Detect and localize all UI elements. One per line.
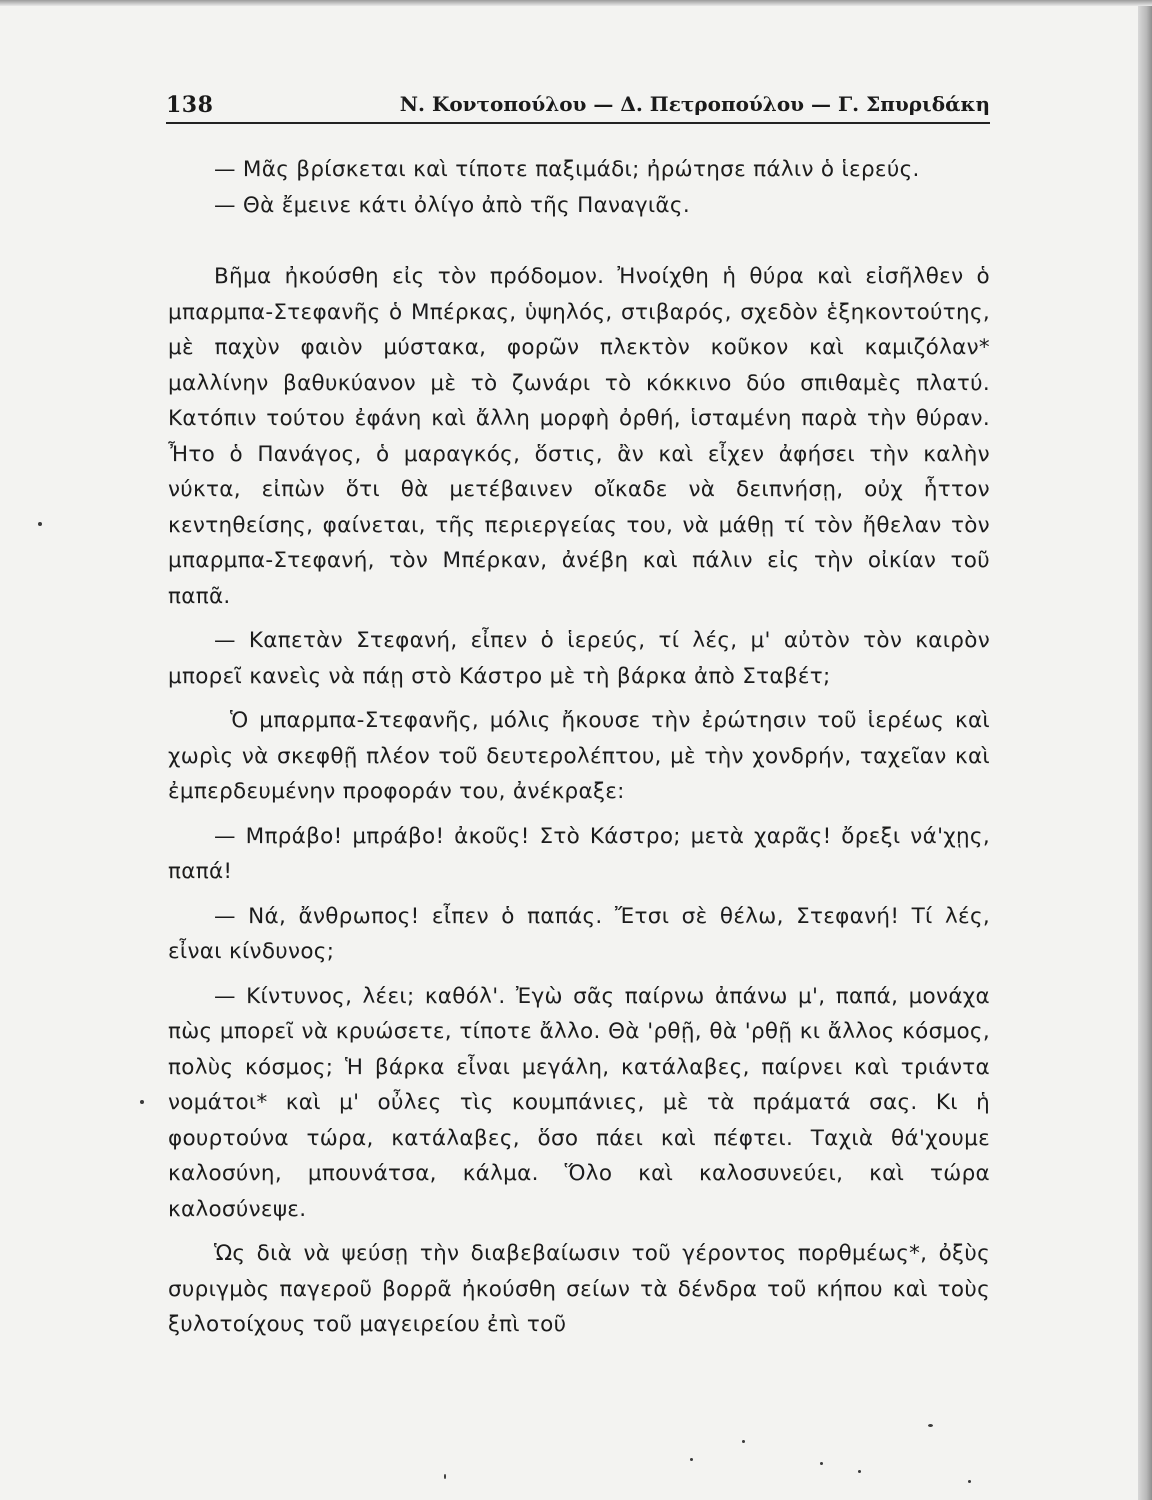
ink-speck [858, 1470, 861, 1473]
paragraph: Ὡς διὰ νὰ ψεύσῃ τὴν διαβεβαίωσιν τοῦ γέροντος πορθμέως*, ὀξὺς συριγμὸς παγεροῦ βορρᾶ ἠκούσθη σείων τὰ δένδρα τοῦ κήπου καὶ τοὺς ξυλοτοίχους τοῦ μαγειρείου ἐπὶ τοῦ [168, 1241, 990, 1337]
page-number: 138 [166, 92, 214, 118]
paragraph: — Μᾶς βρίσκεται καὶ τίποτε παξιμάδι; ἠρώτησε πάλιν ὁ ἱερεύς. [214, 157, 920, 182]
paragraph: — Θὰ ἔμεινε κάτι ὀλίγο ἀπὸ τῆς Παναγιᾶς. [214, 192, 690, 218]
ink-speck [690, 1458, 693, 1461]
paragraph: — Μπράβο! μπράβο! ἀκοῦς! Στὸ Κάστρο; μετὰ χαρᾶς! ὄρεξι νά'χῃς, παπά! [168, 823, 990, 884]
ink-speck [444, 1474, 446, 1479]
ink-speck [820, 1462, 823, 1465]
running-head: Ν. Κοντοπούλου — Δ. Πετροπούλου — Γ. Σπυριδάκη [399, 92, 990, 116]
page-edge-shadow [1138, 0, 1152, 1500]
paragraph: Ὁ μπαρμπα-Στεφανῆς, μόλις ἤκουσε τὴν ἐρώτησιν τοῦ ἱερέως καὶ χωρὶς νὰ σκεφθῇ πλέον τοῦ δευτερολέπτου, μὲ τὴν χονδρήν, ταχεῖαν καὶ ἐμπερδευμένην προφοράν του, ἀνέκραξε: [168, 708, 990, 804]
ink-speck [742, 1440, 745, 1443]
paragraph: — Κίντυνος, λέει; καθόλ'. Ἐγὼ σᾶς παίρνω ἀπάνω μ', παπά, μονάχα πὼς μπορεῖ νὰ κρυώσετε, τίποτε ἄλλο. Θὰ 'ρθῇ, θὰ 'ρθῇ κι ἄλλος κόσμος, πολὺς κόσμος; Ἡ βάρκα εἶναι μεγάλη, κατάλαβες, παίρνει καὶ τριάντα νομάτοι* καὶ μ' οὖλες τὶς κουμπάνιες, μὲ τὰ πράματά σας. Κι ἡ φουρτούνα τώρα, κατάλαβες, ὅσο πάει καὶ πέφτει. Ταχιὰ θά'χουμε καλοσύνη, μπουνάτσα, κάλμα. Ὅλο καὶ καλοσυνεύει, καὶ τώρα καλοσύνεψε. [168, 983, 990, 1222]
body-text [168, 152, 990, 1343]
paragraph: Βῆμα ἠκούσθη εἰς τὸν πρόδομον. Ἠνοίχθη ἡ θύρα καὶ εἰσῆλθεν ὁ μπαρμπα-Στεφανῆς ὁ Μπέρκας, ὑψηλός, στιβαρός, σχεδὸν ἑξηκοντούτης, μὲ παχὺν φαιὸν μύστακα, φορῶν πλεκτὸν κοῦκον καὶ καμιζόλαν* μαλλίνην βαθυκύανον μὲ τὸ ζωνάρι τὸ κόκκινο δύο σπιθαμὲς πλατύ. Κατόπιν τούτου ἐφάνη καὶ ἄλλη μορφὴ ὀρθή, ἱσταμένη παρὰ τὴν θύραν. Ἦτο ὁ Πανάγος, ὁ μαραγκός, ὅστις, ἂν καὶ εἶχεν ἀφήσει τὴν καλὴν νύκτα, εἰπὼν ὅτι θὰ μετέβαινεν οἴκαδε νὰ δειπνήσῃ, οὐχ ἧττον κεντηθείσης, φαίνεται, τῆς περιεργείας του, νὰ μάθῃ τί τὸν ἤθελαν τὸν μπαρμπα-Στεφανή, τὸν Μπέρκαν, ἀνέβη καὶ πάλιν εἰς τὴν οἰκίαν τοῦ παπᾶ. [168, 264, 990, 609]
top-edge-shadow [0, 0, 1152, 6]
page-header [166, 92, 990, 124]
ink-speck [140, 1100, 144, 1104]
paragraph: — Καπετὰν Στεφανή, εἶπεν ὁ ἱερεύς, τί λές, μ' αὐτὸν τὸν καιρὸν μπορεῖ κανεὶς νὰ πάῃ στὸ Κάστρο μὲ τὴ βάρκα ἀπὸ Σταβέτ; [168, 628, 990, 689]
paragraph: — Νά, ἄνθρωπος! εἶπεν ὁ παπάς. Ἔτσι σὲ θέλω, Στεφανή! Τί λές, εἶναι κίνδυνος; [168, 903, 990, 964]
ink-speck [38, 522, 42, 526]
ink-speck [968, 1480, 971, 1483]
ink-speck [928, 1424, 933, 1427]
